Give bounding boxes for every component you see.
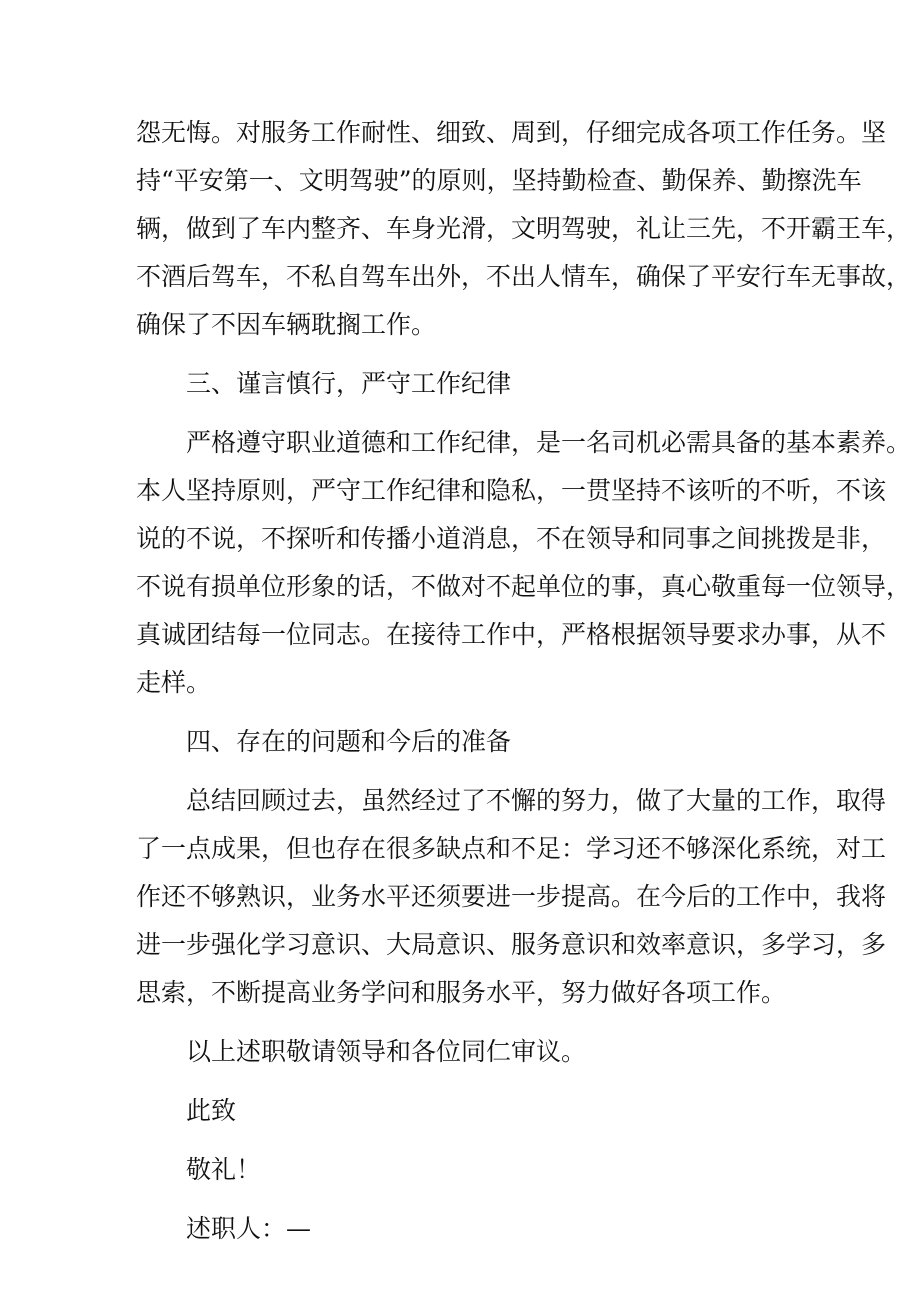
text-line: 确保了不因车辆耽搁工作。	[136, 310, 437, 339]
text-line: 不酒后驾车，不私自驾车出外，不出人情车，确保了平安行车无事故，	[136, 262, 912, 291]
text-line: 真诚团结每一位同志。在接待工作中，严格根据领导要求办事，从不	[136, 620, 887, 649]
text-line: 了一点成果，但也存在很多缺点和不足：学习还不够深化系统，对工	[136, 834, 887, 863]
salutation-jing-li: 敬礼！	[186, 1155, 262, 1184]
text-line: 本人坚持原则，严守工作纪律和隐私，一贯坚持不该听的不听，不该	[136, 476, 887, 505]
text-line: 总结回顾过去，虽然经过了不懈的努力，做了大量的工作，取得	[186, 786, 887, 815]
paragraph-discipline	[136, 419, 912, 707]
section-heading-4: 四、存在的问题和今后的准备	[186, 727, 512, 756]
text-line: 进一步强化学习意识、大局意识、服务意识和效率意识，多学习，多	[136, 930, 887, 959]
signature-line: 述职人：—	[186, 1214, 312, 1243]
text-line: 不说有损单位形象的话，不做对不起单位的事，真心敬重每一位领导，	[136, 572, 912, 601]
paragraph-service	[136, 109, 912, 349]
document-body	[136, 109, 912, 1253]
section-heading-3: 三、谨言慎行，严守工作纪律	[186, 369, 512, 398]
text-line: 走样。	[136, 668, 212, 697]
text-line: 思索，不断提高业务学问和服务水平，努力做好各项工作。	[136, 978, 787, 1007]
text-line: 说的不说，不探听和传播小道消息，不在领导和同事之间挑拨是非，	[136, 524, 887, 553]
text-line: 作还不够熟识，业务水平还须要进一步提高。在今后的工作中，我将	[136, 882, 887, 911]
salutation-ci-zhi: 此致	[186, 1096, 237, 1125]
text-line: 怨无悔。对服务工作耐性、细致、周到，仔细完成各项工作任务。坚	[136, 118, 887, 147]
paragraph-problems	[136, 777, 887, 1017]
closing-line: 以上述职敬请领导和各位同仁审议。	[186, 1037, 587, 1066]
text-line: 持“平安第一、文明驾驶”的原则，坚持勤检查、勤保养、勤擦洗车	[136, 166, 862, 195]
text-line: 严格遵守职业道德和工作纪律，是一名司机必需具备的基本素养。	[186, 428, 912, 457]
text-line: 辆，做到了车内整齐、车身光滑，文明驾驶，礼让三先，不开霸王车，	[136, 214, 912, 243]
